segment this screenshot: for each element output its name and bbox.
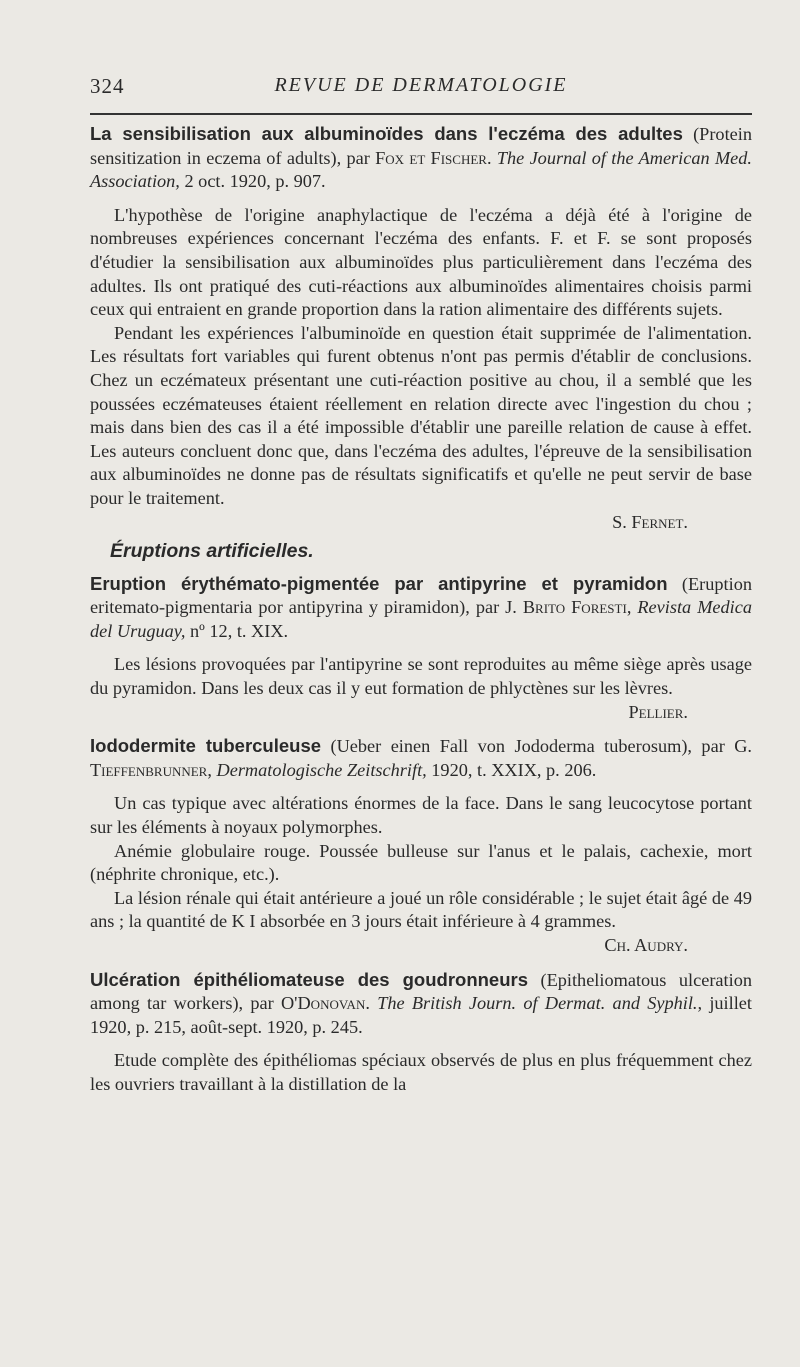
article-ref-date: juillet 1920, p. 215, août-sept. 1920, p. 245. <box>90 993 752 1037</box>
article-authors: Fox et Fischer <box>375 147 487 168</box>
section-title: Éruptions artificielles. <box>110 540 314 563</box>
article <box>90 572 752 725</box>
header-rule <box>90 113 752 115</box>
running-title: REVUE DE DERMATOLOGIE <box>274 74 568 96</box>
article-authors: O'Donovan <box>280 993 366 1014</box>
page-body <box>90 122 752 1097</box>
page-number: 324 <box>90 74 125 98</box>
article-authors: Brito Foresti <box>522 597 627 618</box>
article-heading <box>90 968 752 1040</box>
article-ref: (Eruption eritemato-pigmentaria por antipyrina y piramidon), par J. <box>90 573 752 618</box>
article-ref-date: 2 oct. 1920, p. 907. <box>179 171 326 192</box>
article-ref: (Epitheliomatous ulceration among tar workers), par <box>90 969 752 1014</box>
article-authors: Tieffenbrunner <box>90 759 208 780</box>
article-paragraph: Les lésions provoquées par l'antipyrine se sont reproduites au même siège après usage du pyramidon. Dans les deux cas il y eut formation de phlyctènes sur les lèvres. <box>90 654 752 699</box>
article-paragraph: Un cas typique avec altérations énormes de la face. Dans le sang leucocytose portant sur les éléments à noyaux polymorphes. <box>90 793 752 838</box>
article <box>90 968 752 1097</box>
article-heading <box>90 122 752 194</box>
article-title: Ulcération épithéliomateuse des goudronneurs <box>90 968 529 990</box>
article-journal: Revista Medica del Uruguay, <box>90 597 753 641</box>
article-ref: (Ueber einen Fall von Jododerma tuberosum), par G. <box>330 736 753 757</box>
article-journal: The Journal of the American Med. Association, <box>90 147 753 192</box>
article <box>90 734 752 957</box>
article-title: La sensibilisation aux albuminoïdes dans l'eczéma des adultes <box>90 123 683 144</box>
article-paragraph: Pendant les expériences l'albuminoïde en question était supprimée de l'alimentation. Les résultats fort variables qui furent obtenus n'ont pas permis d'établir de conclusions. Chez un eczémateux présentant une cuti-réaction positive au chou, il a semblé que les poussées eczémateuses étaient réellement en relation directe avec l'ingestion du chou ; mais dans bien des cas il a été impossible d'établir une pareille relation de cause à effet. Les auteurs concluent donc que, dans l'eczéma des adultes, l'épreuve de la sensibilisation aux albuminoïdes ne donne pas de résultats significatifs et qu'elle ne peut servir de base pour le traitement. <box>90 322 752 508</box>
article-ref-sep: , <box>626 597 638 618</box>
article-paragraph: Anémie globulaire rouge. Poussée bulleuse sur l'anus et le palais, cachexie, mort (néphrite chronique, etc.). <box>90 840 752 885</box>
article-journal: Dermatologische Zeitschrift, <box>216 759 427 780</box>
article-ref-date: 1920, t. XXIX, p. 206. <box>426 759 597 780</box>
article-title: Eruption érythémato-pigmentée par antipyrine et pyramidon <box>90 572 668 594</box>
article-paragraph: La lésion rénale qui était antérieure a joué un rôle considérable ; le sujet était âgé de 49 ans ; la quantité de K I absorbée en 3 jours était inférieure à 4 grammes. <box>90 887 752 932</box>
article-signature: S. Fernet. <box>612 511 688 532</box>
article-paragraph: L'hypothèse de l'origine anaphylactique de l'eczéma a déjà été à l'origine de nombreuses expériences concernant l'eczéma des enfants. F. et F. se sont proposés d'étudier la sensibilisation aux albuminoïdes plus particulièrement dans l'eczéma des adultes. Ils ont pratiqué des cuti-réactions aux albuminoïdes alimentaires choisis parmi ceux qui entraient en grande proportion dans la ration alimentaire des différents sujets. <box>90 204 752 320</box>
article-signature: Pellier. <box>628 701 688 722</box>
article-ref-sep: . <box>486 147 497 168</box>
article-ref: (Protein sensitization in eczema of adults), par <box>90 124 752 168</box>
article-signature: Ch. Audry. <box>604 935 688 955</box>
article-ref-date: nº 12, t. XIX. <box>185 620 289 641</box>
article-title: Iododermite tuberculeuse <box>90 735 322 757</box>
page-header <box>90 74 752 104</box>
article-ref-sep: , <box>207 759 217 780</box>
article-ref-sep: . <box>365 993 378 1014</box>
article-journal: The British Journ. of Dermat. and Syphil., <box>377 993 703 1014</box>
article-heading <box>90 572 752 644</box>
article-paragraph: Etude complète des épithéliomas spéciaux observés de plus en plus fréquemment chez les ouvriers travaillant à la distillation de la <box>90 1050 752 1094</box>
article <box>90 122 752 534</box>
article-heading <box>90 734 752 782</box>
